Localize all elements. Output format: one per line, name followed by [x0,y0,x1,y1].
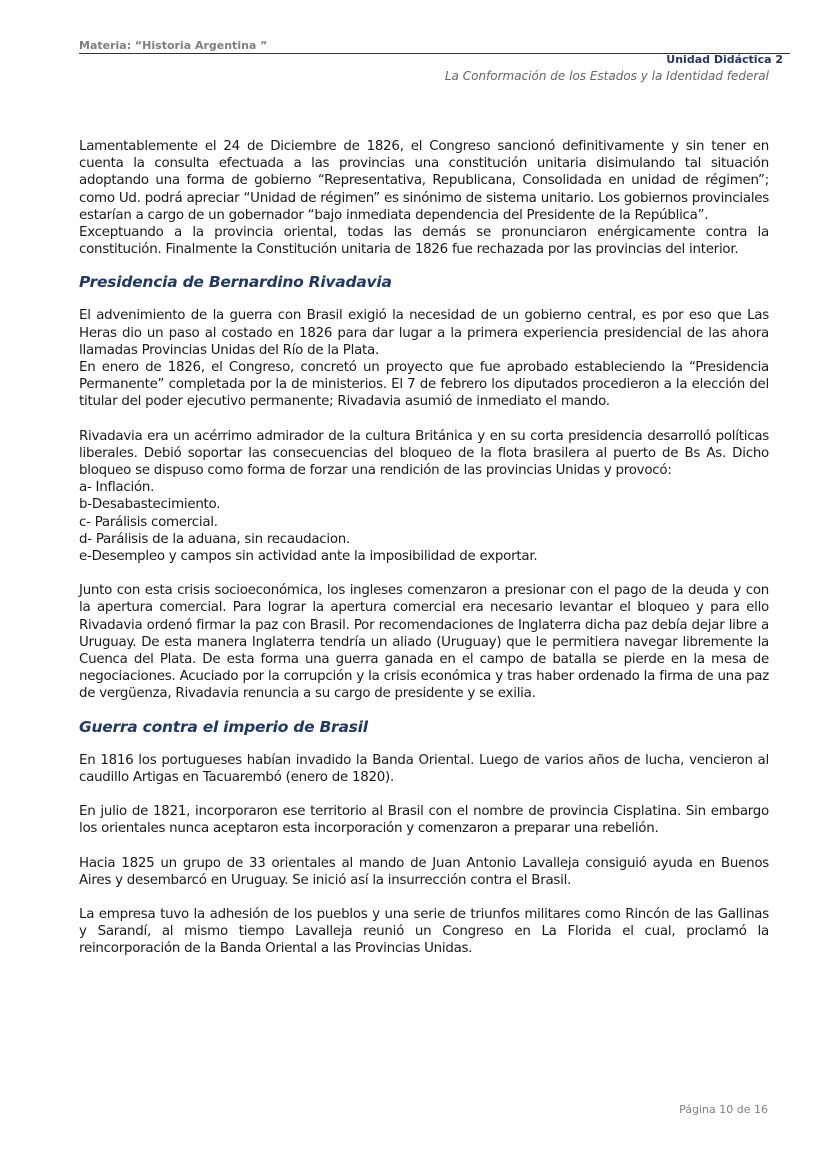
paragraph: Rivadavia era un acérrimo admirador de la cultura Británica y en su corta presidencia desarrolló políticas liberales. Debió soportar las consecuencias del bloqueo de la flota brasilera al puerto de Bs As. Dicho bloqueo se dispuso como forma de forzar una rendición de las provincias Unidas y provocó: [79,428,769,479]
document-body [79,138,769,958]
subject-label: Materia: “Historia Argentina ” [79,39,268,52]
paragraph: La empresa tuvo la adhesión de los pueblos y una serie de triunfos militares como Rincón de las Gallinas y Sarandí, al mismo tiempo Lavalleja reunió un Congreso en La Florida el cual, proclamó la reincorporación de la Banda Oriental a las Provincias Unidas. [79,906,769,957]
list-item: a- Inflación. [79,480,155,496]
section-heading-rivadavia: Presidencia de Bernardino Rivadavia [79,273,392,292]
list-item: c- Parálisis comercial. [79,514,218,530]
consequences-list [79,479,769,565]
unit-subtitle: La Conformación de los Estados y la Identidad federal [444,69,769,83]
list-item: d- Parálisis de la aduana, sin recaudacion. [79,531,351,547]
paragraph: Hacia 1825 un grupo de 33 orientales al mando de Juan Antonio Lavalleja consiguió ayuda en Buenos Aires y desembarcó en Uruguay. Se inició así la insurrección contra el Brasil. [79,855,769,888]
paragraph: El advenimiento de la guerra con Brasil exigió la necesidad de un gobierno central, es por eso que Las Heras dio un paso al costado en 1826 para dar lugar a la primera experiencia presidencial de las ahora llamadas Provincias Unidas del Río de la Plata. [79,308,769,358]
paragraph: Junto con esta crisis socioeconómica, los ingleses comenzaron a presionar con el pago de la deuda y con la apertura comercial. Para lograr la apertura comercial era necesario levantar el bloqueo y para ello Rivadavia ordenó firmar la paz con Brasil. Por recomendaciones de Inglaterra dicha paz debía dejar libre a Uruguay. De esta manera Inglaterra tendría un aliado (Uruguay) que le permitiera navegar libremente la Cuenca del Plata. De esta forma una guerra ganada en el campo de batalla se pierde en la mesa de negociaciones. Acuciado por la corrupción y la crisis económica y tras haber ordenado la firma de una paz de vergüenza, Rivadavia renuncia a su cargo de presidente y se exilia. [79,583,769,702]
paragraph: En enero de 1826, el Congreso, concretó un proyecto que fue aprobado estableciendo la “Presidencia Permanente” completada por la de ministerios. El 7 de febrero los diputados procedieron a la elección del titular del poder ejecutivo permanente; Rivadavia asumió de inmediato el mando. [79,360,769,410]
paragraph: Lamentablemente el 24 de Diciembre de 1826, el Congreso sancionó definitivamente y sin tener en cuenta la consulta efectuada a las provincias una constitución unitaria disimulando tal situación adoptando una forma de gobierno “Representativa, Republicana, Consolidada en unidad de régimen”; como Ud. podrá apreciar “Unidad de régimen” es sinónimo de sistema unitario. Los gobiernos provinciales estarían a cargo de un gobernador “bajo inmediata dependencia del Presidente de la República”. [79,139,769,223]
unit-title: Unidad Didáctica 2 [666,53,783,66]
paragraph: En 1816 los portugueses habían invadido la Banda Oriental. Luego de varios años de lucha, vencieron al caudillo Artigas en Tacuarembó (enero de 1820). [79,752,769,785]
list-item: e-Desempleo y campos sin actividad ante la imposibilidad de exportar. [79,549,538,565]
page-number: Página 10 de 16 [679,1103,768,1116]
paragraph: Exceptuando a la provincia oriental, todas las demás se pronunciaron enérgicamente contra la constitución. Finalmente la Constitución unitaria de 1826 fue rechazada por las provincias del interior. [79,225,769,258]
list-item: b-Desabastecimiento. [79,497,221,513]
paragraph: En julio de 1821, incorporaron ese territorio al Brasil con el nombre de provincia Cisplatina. Sin embargo los orientales nunca aceptaron esta incorporación y comenzaron a preparar una rebelión. [79,804,769,837]
section-heading-guerra-brasil: Guerra contra el imperio de Brasil [79,717,368,736]
